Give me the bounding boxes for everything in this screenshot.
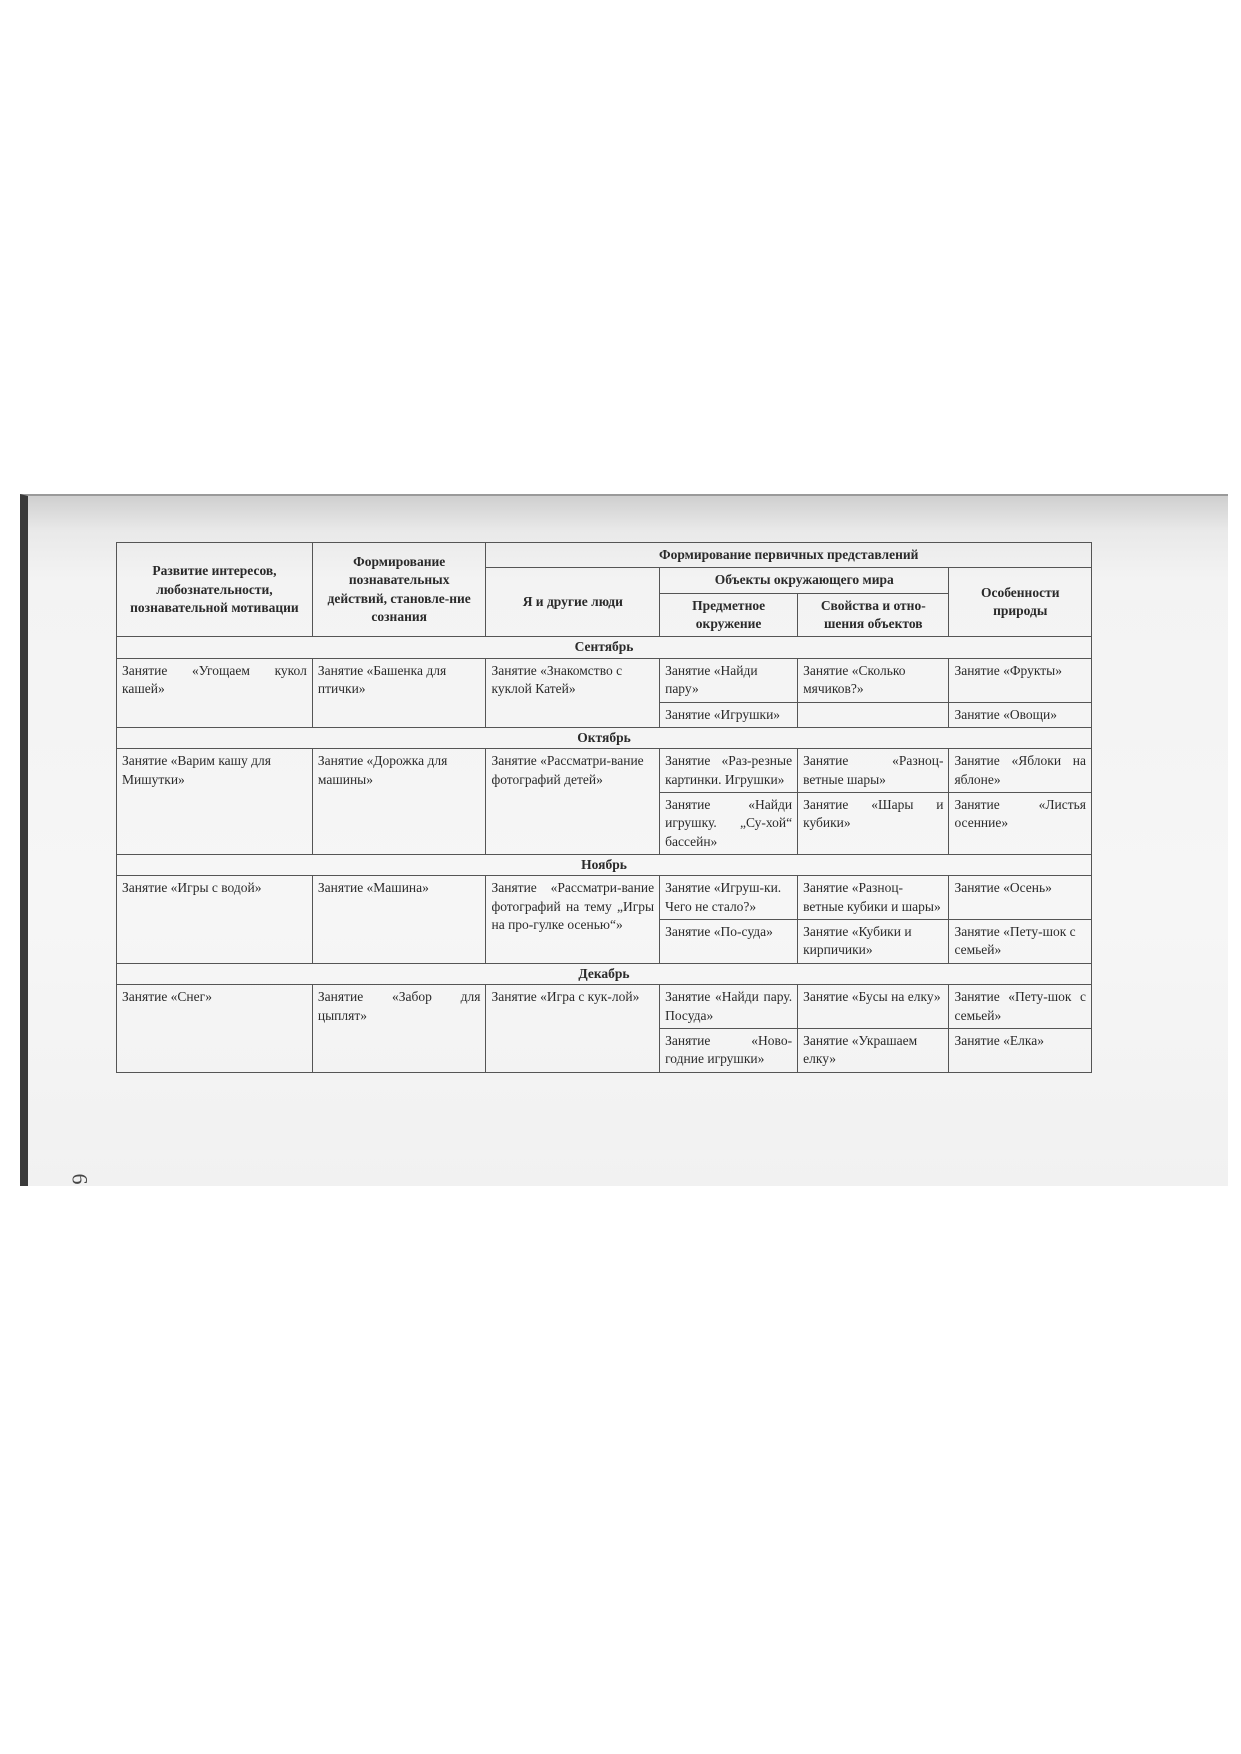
cell-nature: Занятие «Листья осенние» bbox=[949, 792, 1092, 854]
table-row bbox=[117, 658, 1092, 702]
month-label-october: Октябрь bbox=[117, 727, 1092, 748]
cell-properties: Занятие «Бусы на елку» bbox=[798, 985, 949, 1029]
table-row bbox=[117, 749, 1092, 793]
cell-people: Занятие «Игра с кук-лой» bbox=[486, 985, 660, 1072]
cell-nature: Занятие «Фрукты» bbox=[949, 658, 1092, 702]
cell-interests: Занятие «Игры с водой» bbox=[117, 876, 313, 963]
cell-objects: Занятие «Игруш-ки. Чего не стало?» bbox=[660, 876, 798, 920]
cell-objects: Занятие «По-суда» bbox=[660, 920, 798, 964]
cell-properties: Занятие «Разноц-ветные шары» bbox=[798, 749, 949, 793]
cell-objects: Занятие «Найди пару» bbox=[660, 658, 798, 702]
cell-objects: Занятие «Игрушки» bbox=[660, 702, 798, 727]
month-row bbox=[117, 963, 1092, 984]
header-cognitive-actions: Формирование познавательных действий, становле-ние сознания bbox=[312, 543, 486, 637]
cell-objects: Занятие «Раз-резные картинки. Игрушки» bbox=[660, 749, 798, 793]
cell-properties: Занятие «Шары и кубики» bbox=[798, 792, 949, 854]
cell-interests: Занятие «Варим кашу для Мишутки» bbox=[117, 749, 313, 855]
header-me-and-others: Я и другие люди bbox=[486, 568, 660, 637]
header-objects-environment: Предметное окружение bbox=[660, 593, 798, 637]
cell-nature: Занятие «Яблоки на яблоне» bbox=[949, 749, 1092, 793]
cell-nature: Занятие «Пету-шок с семьей» bbox=[949, 920, 1092, 964]
cell-cognitive: Занятие «Башенка для птички» bbox=[312, 658, 486, 727]
cell-interests: Занятие «Угощаем кукол кашей» bbox=[117, 658, 313, 727]
cell-objects: Занятие «Ново-годние игрушки» bbox=[660, 1028, 798, 1072]
header-properties: Свойства и отно-шения объектов bbox=[798, 593, 949, 637]
cell-properties bbox=[798, 702, 949, 727]
cell-properties: Занятие «Кубики и кирпичики» bbox=[798, 920, 949, 964]
header-primary-ideas: Формирование первичных представлений bbox=[486, 543, 1092, 568]
cell-people: Занятие «Рассматри-вание фотографий детей» bbox=[486, 749, 660, 855]
cell-people: Занятие «Рассматри-вание фотографий на тему „Игры на про-гулке осенью“» bbox=[486, 876, 660, 963]
cell-objects: Занятие «Найди игрушку. „Су-хой“ бассейн» bbox=[660, 792, 798, 854]
cell-properties: Занятие «Разноц-ветные кубики и шары» bbox=[798, 876, 949, 920]
cell-properties: Занятие «Сколько мячиков?» bbox=[798, 658, 949, 702]
cell-people: Занятие «Знакомство с куклой Катей» bbox=[486, 658, 660, 727]
page-number: 6 bbox=[67, 1173, 93, 1185]
month-label-november: Ноябрь bbox=[117, 855, 1092, 876]
cell-objects: Занятие «Найди пару. Посуда» bbox=[660, 985, 798, 1029]
table-row bbox=[117, 876, 1092, 920]
header-world-objects: Объекты окружающего мира bbox=[660, 568, 949, 593]
table-row bbox=[117, 985, 1092, 1029]
cell-nature: Занятие «Елка» bbox=[949, 1028, 1092, 1072]
table-header bbox=[117, 543, 1092, 637]
month-row bbox=[117, 637, 1092, 658]
lesson-plan-table bbox=[116, 542, 1092, 1073]
cell-nature: Занятие «Овощи» bbox=[949, 702, 1092, 727]
cell-interests: Занятие «Снег» bbox=[117, 985, 313, 1072]
cell-cognitive: Занятие «Забор для цыплят» bbox=[312, 985, 486, 1072]
month-label-september: Сентябрь bbox=[117, 637, 1092, 658]
cell-properties: Занятие «Украшаем елку» bbox=[798, 1028, 949, 1072]
table-body bbox=[117, 637, 1092, 1072]
cell-nature: Занятие «Пету-шок с семьей» bbox=[949, 985, 1092, 1029]
header-nature: Особенности природы bbox=[949, 568, 1092, 637]
header-interests: Развитие интересов, любознательности, познавательной мотивации bbox=[117, 543, 313, 637]
month-row bbox=[117, 855, 1092, 876]
month-label-december: Декабрь bbox=[117, 963, 1092, 984]
cell-nature: Занятие «Осень» bbox=[949, 876, 1092, 920]
cell-cognitive: Занятие «Машина» bbox=[312, 876, 486, 963]
cell-cognitive: Занятие «Дорожка для машины» bbox=[312, 749, 486, 855]
month-row bbox=[117, 727, 1092, 748]
